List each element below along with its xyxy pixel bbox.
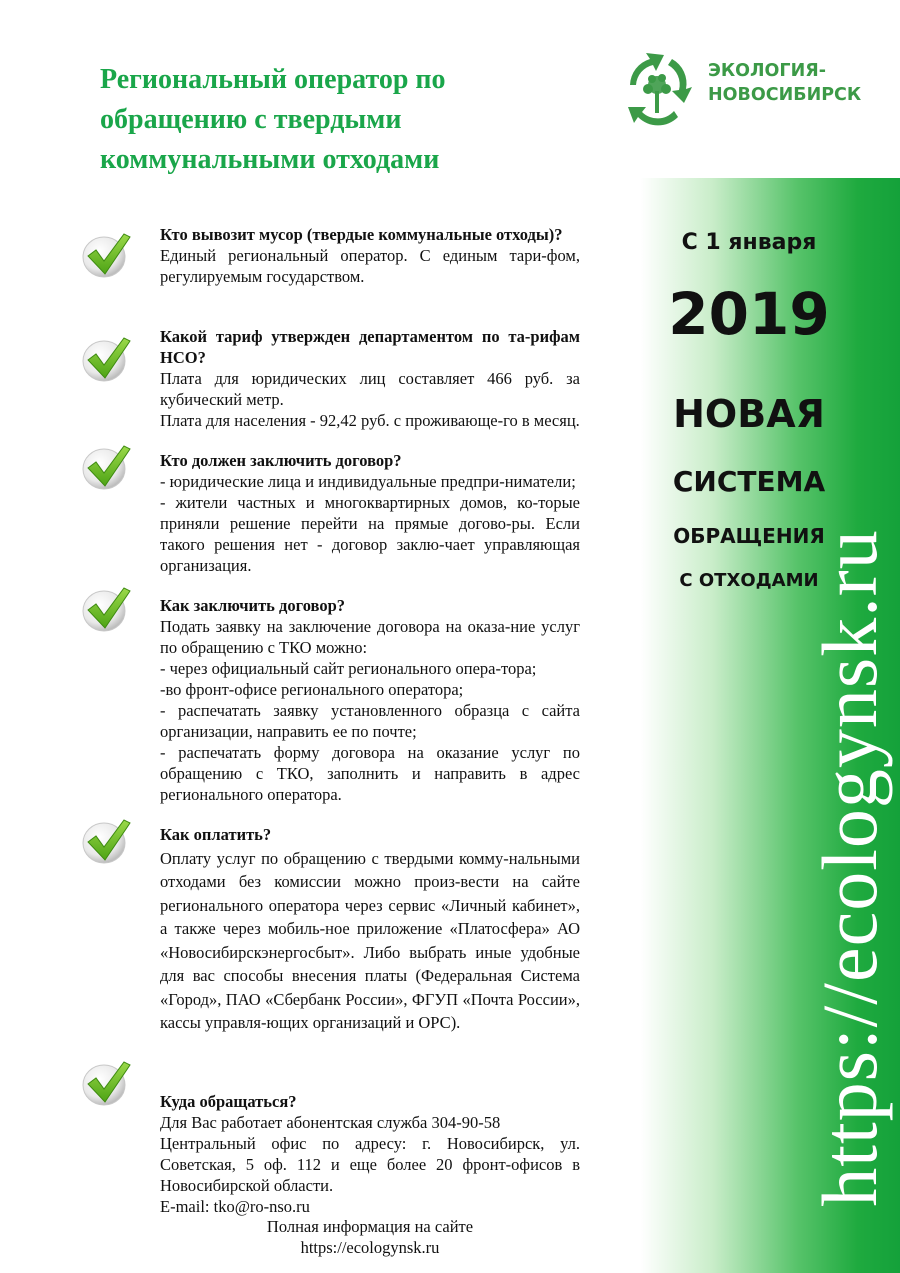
footer-link[interactable]: https://ecologynsk.ru [300, 1238, 440, 1257]
faq-email[interactable]: E-mail: tko@ro-nso.ru [160, 1197, 310, 1216]
footer-note: Полная информация на сайте [266, 1217, 474, 1236]
faq-item [160, 1091, 580, 1217]
checkmark-icon [80, 334, 132, 384]
footer [160, 1216, 580, 1258]
faq-answer: - юридические лица и индивидуальные предпри-ниматели; [160, 472, 576, 491]
checkmark-icon [80, 230, 132, 280]
page-title [100, 60, 570, 180]
logo-text [708, 59, 861, 107]
logo-line: ЭКОЛОГИЯ- [708, 61, 826, 81]
banner-handling: ОБРАЩЕНИЯ [673, 524, 825, 548]
vertical-url[interactable]: https://ecologynsk.ru [806, 529, 893, 1207]
faq-question: Куда обращаться? [160, 1092, 297, 1111]
faq-answer: - распечатать форму договора на оказание услуг по обращению с ТКО, заполнить и направить в адрес регионального оператора. [160, 743, 580, 804]
faq-answer: Плата для юридических лиц составляет 466 руб. за кубический метр. [160, 369, 580, 409]
faq-answer: - через официальный сайт регионального опера-тора; [160, 659, 537, 678]
year: 2019 [668, 280, 830, 348]
faq-answer: Центральный офис по адресу: г. Новосибирск, ул. Советская, 5 оф. 112 и еще более 20 фронт-офисов в Новосибирской области. [160, 1134, 580, 1195]
banner-system: СИСТЕМА [672, 465, 826, 498]
faq-answer: Подать заявку на заключение договора на оказа-ние услуг по обращению с ТКО можно: [160, 617, 580, 657]
faq-item [160, 823, 580, 1035]
faq-answer: - распечатать заявку установленного образца с сайта организации, направить ее по почте; [160, 701, 580, 741]
faq-answer: -во фронт-офисе регионального оператора; [160, 680, 464, 699]
faq-answer: Для Вас работает абонентская служба 304-90-58 [160, 1113, 501, 1132]
checkmark-icon [80, 584, 132, 634]
title-line: коммунальными отходами [100, 144, 440, 175]
logo-line: НОВОСИБИРСК [708, 85, 862, 105]
logo [612, 45, 872, 135]
checkmark-icon [80, 442, 132, 492]
checkmark-icon [80, 816, 132, 866]
faq-answer: Оплату услуг по обращению с твердыми комму-нальными отходами без комиссии можно произ-вести на сайте регионального оператора через сервис «Личный кабинет», а также через мобиль-ное приложение «Платосфера» АО «Новосибирскэнергосбыт». Либо выбрать иные удобные для вас способы внесения платы (Федеральная Система «Город», ПАО «Сбербанк России», ФГУП «Почта России», кассы управля-ющих организаций и ОРС). [160, 848, 580, 1032]
faq-question: Кто должен заключить договор? [160, 451, 402, 470]
recycle-tree-icon [612, 45, 702, 135]
since-date: С 1 января [681, 230, 817, 255]
banner-new: НОВАЯ [673, 392, 825, 436]
faq-question: Как оплатить? [160, 825, 272, 844]
faq-item [160, 595, 580, 805]
faq-answer: Плата для населения - 92,42 руб. с проживающе-го в месяц. [160, 411, 580, 430]
title-line: обращению с твердыми [100, 104, 402, 135]
faq-item [160, 326, 580, 431]
banner-waste: С ОТХОДАМИ [679, 570, 819, 591]
faq-answer: Единый региональный оператор. С единым тари-фом, регулируемым государством. [160, 246, 580, 286]
faq-answer: - жители частных и многоквартирных домов, ко-торые приняли решение перейти на прямые догово-ры. Если такого решения нет - договор заклю-чает управляющая организация. [160, 493, 580, 575]
faq-item [160, 450, 580, 576]
checkmark-icon [80, 1058, 132, 1108]
faq-item [160, 224, 580, 287]
faq-question: Кто вывозит мусор (твердые коммунальные отходы)? [160, 225, 563, 244]
faq-question: Как заключить договор? [160, 596, 346, 615]
title-line: Региональный оператор по [100, 64, 446, 95]
faq-question: Какой тариф утвержден департаментом по та-рифам НСО? [160, 327, 580, 367]
